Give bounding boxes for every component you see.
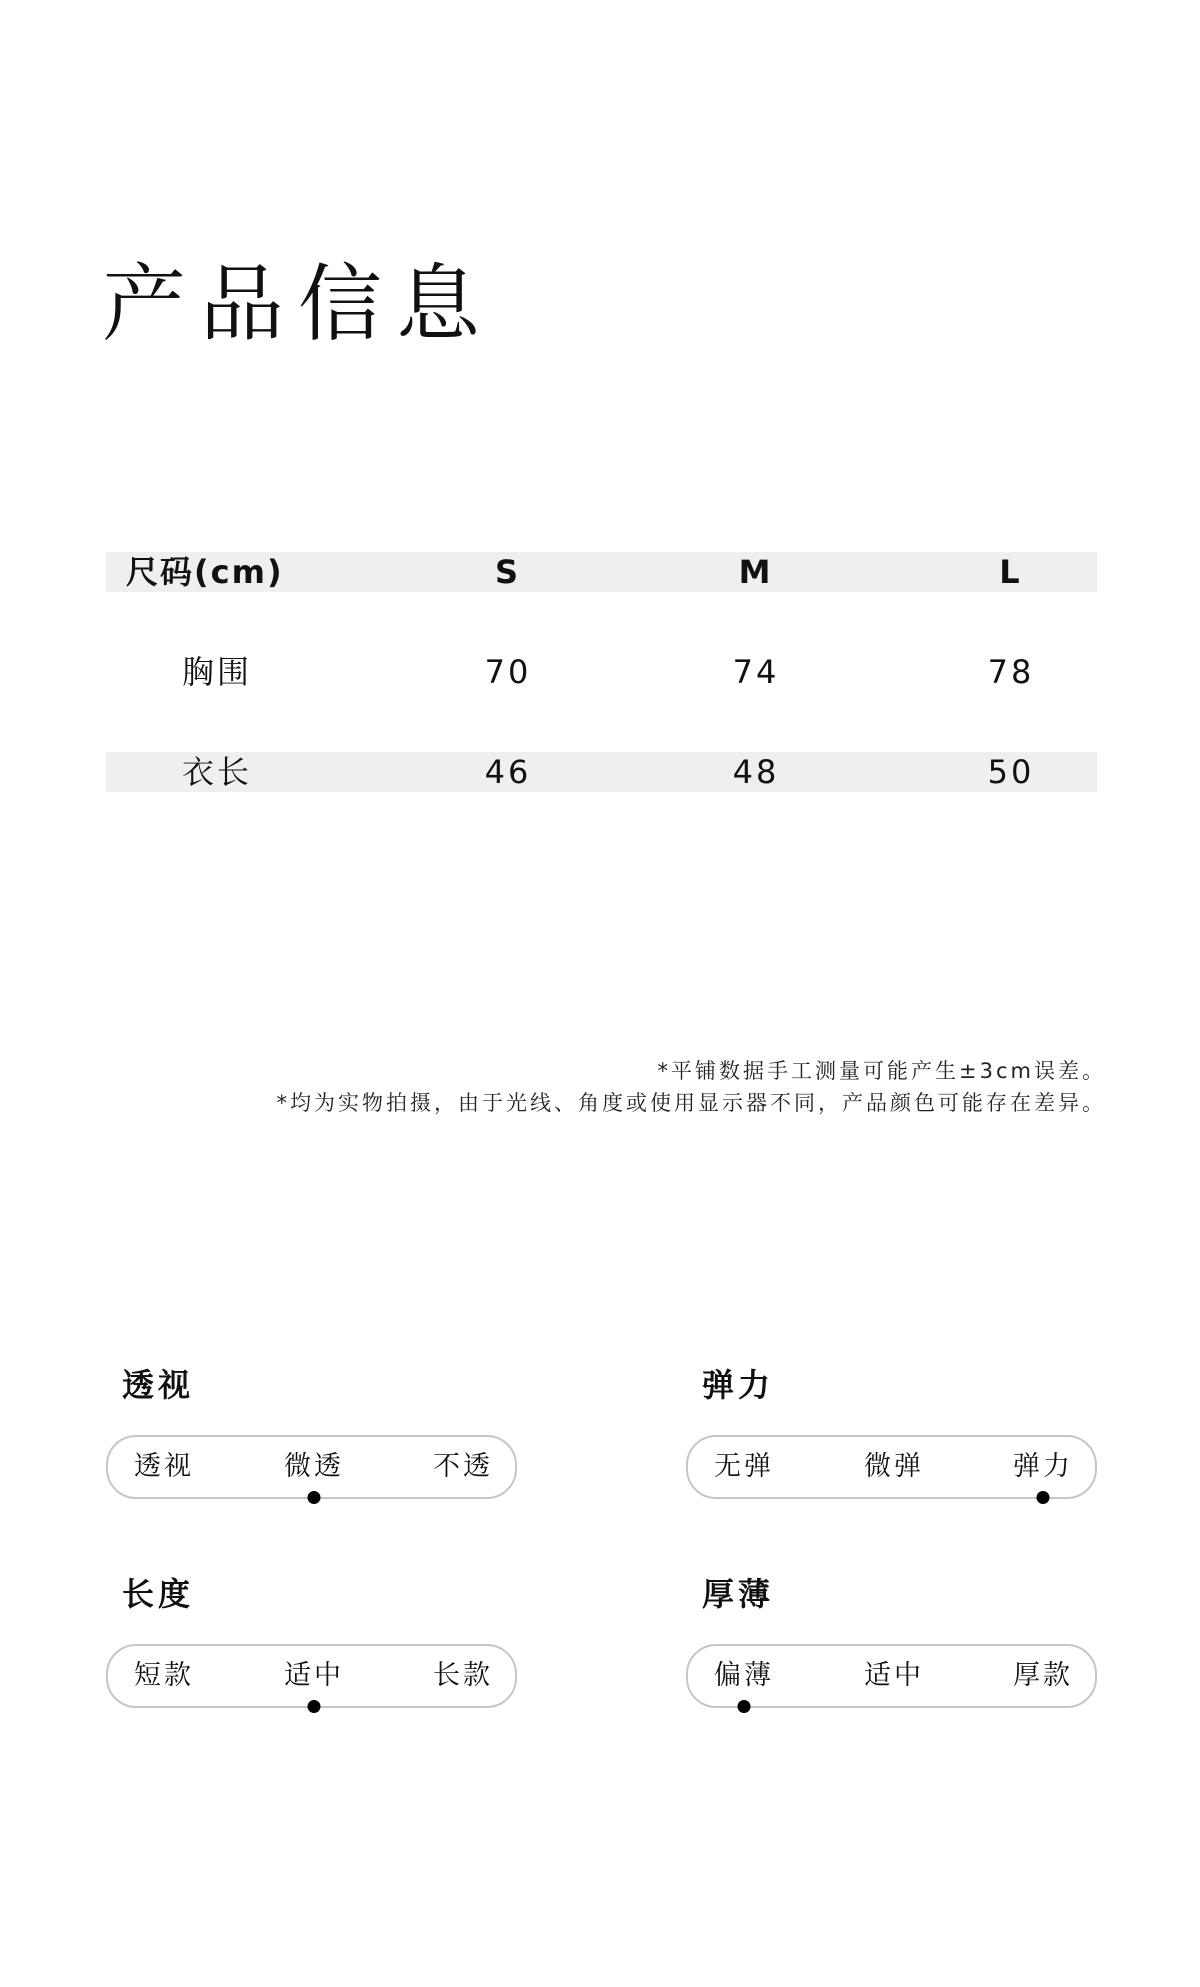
row-label: 胸围 — [181, 653, 253, 691]
scale-option: 不透 — [433, 1451, 493, 1482]
scale-option: 微弹 — [864, 1451, 924, 1482]
header-size-unit: 尺码(cm) — [126, 553, 284, 591]
table-row-length — [106, 752, 1097, 792]
attribute-title: 厚薄 — [702, 1575, 775, 1613]
scale-option: 适中 — [864, 1660, 924, 1691]
attribute-scale — [106, 1435, 517, 1499]
scale-option: 透视 — [134, 1451, 194, 1482]
header-size-l: L — [999, 553, 1023, 591]
measurement-notes — [277, 1055, 1107, 1119]
scale-option: 适中 — [284, 1660, 344, 1691]
scale-option: 短款 — [134, 1660, 194, 1691]
header-size-m: M — [738, 553, 774, 591]
row-label: 衣长 — [181, 753, 253, 791]
selected-indicator-dot — [308, 1700, 321, 1713]
scale-option: 弹力 — [1013, 1451, 1073, 1482]
scale-option: 无弹 — [714, 1451, 774, 1482]
page-title: 产品信息 — [102, 255, 495, 353]
scale-option: 厚款 — [1013, 1660, 1073, 1691]
note-color-difference: *均为实物拍摄，由于光线、角度或使用显示器不同，产品颜色可能存在差异。 — [276, 1091, 1106, 1115]
header-size-s: S — [494, 553, 522, 591]
scale-option: 长款 — [433, 1660, 493, 1691]
scale-option: 微透 — [284, 1451, 344, 1482]
selected-indicator-dot — [308, 1491, 321, 1504]
cell-value: 46 — [484, 753, 532, 791]
attribute-scale — [686, 1644, 1097, 1708]
size-table — [106, 552, 1097, 792]
attribute-scale — [686, 1435, 1097, 1499]
attribute-title: 长度 — [122, 1575, 195, 1613]
selected-indicator-dot — [1037, 1491, 1050, 1504]
cell-value: 70 — [484, 653, 532, 691]
cell-value: 74 — [732, 653, 780, 691]
attribute-title: 弹力 — [702, 1366, 775, 1404]
attribute-scale — [106, 1644, 517, 1708]
size-table-header — [106, 552, 1097, 592]
table-row-chest — [106, 652, 1097, 692]
cell-value: 78 — [987, 653, 1035, 691]
selected-indicator-dot — [738, 1700, 751, 1713]
scale-option: 偏薄 — [714, 1660, 774, 1691]
cell-value: 50 — [987, 753, 1035, 791]
attribute-title: 透视 — [122, 1366, 195, 1404]
note-measurement-error: *平铺数据手工测量可能产生±3cm误差。 — [657, 1059, 1106, 1083]
cell-value: 48 — [732, 753, 780, 791]
